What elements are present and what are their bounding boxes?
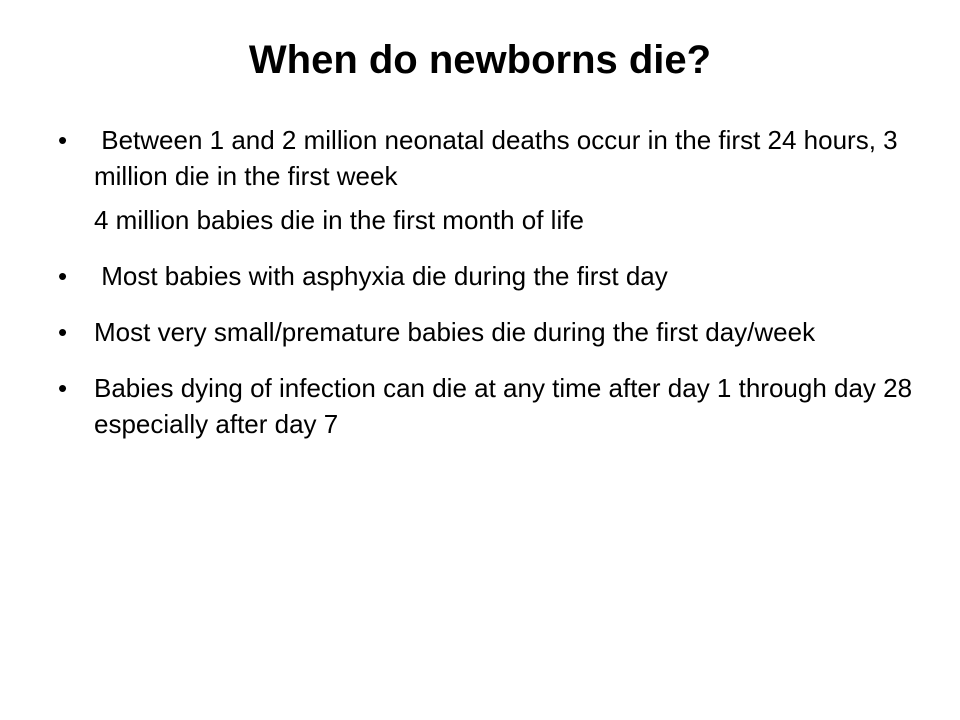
bullet-icon: • [58,373,68,403]
bullet-icon: • [58,317,68,347]
bullet-icon: • [58,125,68,155]
bullet-text: Most babies with asphyxia die during the first day [94,261,668,291]
bullet-item [58,258,918,294]
slide-title: When do newborns die? [248,38,712,82]
bullet-text: Most very small/premature babies die during the first day/week [94,317,816,347]
bullet-icon: • [58,261,68,291]
bullet-continuation: 4 million babies die in the first month of life [94,205,584,235]
bullet-item [58,370,918,442]
bullet-item [58,314,918,350]
bullet-text: Between 1 and 2 million neonatal deaths occur in the first 24 hours, 3 million die in the first week [94,125,905,191]
bullet-item [58,122,918,194]
bullet-list [58,122,918,462]
bullet-text: Babies dying of infection can die at any time after day 1 through day 28 especially after day 7 [94,373,913,439]
